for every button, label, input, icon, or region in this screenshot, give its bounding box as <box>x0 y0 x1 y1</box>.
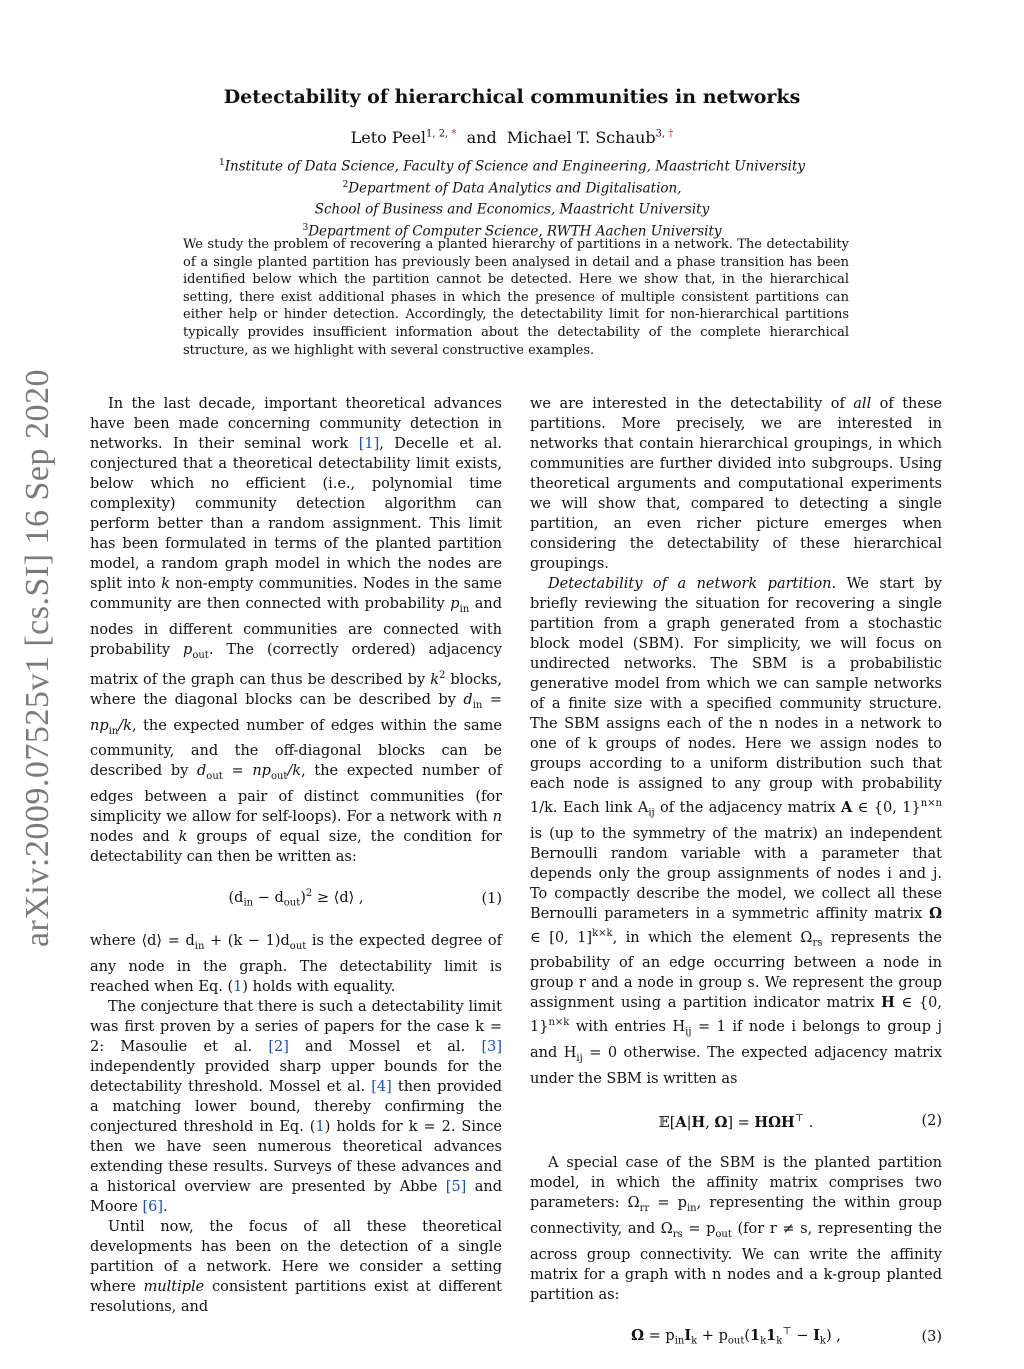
equation-number: (2) <box>921 1113 942 1130</box>
paragraph: where ⟨d⟩ = $d_{in} + (k - 1)d_{out}$ is the expected degree of any node in the graph. The detectability limit is reached when Eq. (1) holds with equality. <box>90 933 502 996</box>
equation-ref-link[interactable]: 1 <box>233 979 243 996</box>
right-column <box>530 394 942 1369</box>
author-name: Leto Peel <box>350 128 426 147</box>
equation-body: 𝔼[A|H, Ω] = HΩH⊤ . <box>658 1113 814 1131</box>
affiliation-line: $^3$Department of Computer Science, RWTH Aachen University <box>302 222 722 239</box>
arxiv-id: arXiv:2009.07525v1 [cs.SI] 16 Sep 2020 <box>19 368 56 948</box>
corresponding-mark: * <box>451 128 457 140</box>
affiliation-line: $^1$Institute of Data Science, Faculty of Science and Engineering, Maastricht University <box>218 158 806 175</box>
citation-link[interactable]: [3] <box>481 1039 502 1056</box>
equation-body: $\Omega = p_{in}I_k + p_{out}(1_k1_k^⊤ - I_k)$ , <box>631 1325 841 1347</box>
equation-body: $(d_{in} - d_{out})^2$ ≥ ⟨d⟩ , <box>228 888 364 910</box>
paragraph: A special case of the SBM is the planted partition model, in which the affinity matrix comprises two parameters: $\Omega_{rr} = p_{in}$, representing the within group connectivity, and $\Omega_{rs} = p_{out}$ (for r ≠ s, representing the across group connectivity. We can write the affinity matrix for a graph with n nodes and a k-group planted partition as: <box>530 1155 942 1303</box>
abstract: We study the problem of recovering a planted hierarchy of partitions in a network. The detectability of a single planted partition has previously been analysed in detail and a phase transition has been identified below which the partition cannot be detected. Here we show that, in the hierarchical setting, there exist additional phases in which the presence of multiple consistent partitions can either help or hinder detection. Accordingly, the detectability limit for non-hierarchical partitions typically provides insufficient information about the detectability of the complete hierarchical structure, as we highlight with several constructive examples. <box>183 237 849 358</box>
affiliation-line: $^2$Department of Data Analytics and Digitalisation, <box>342 179 682 196</box>
equation-number: (3) <box>921 1328 942 1345</box>
left-column <box>90 394 502 1317</box>
section-runin-heading: Detectability of a network partition. <box>548 576 837 592</box>
author-list <box>0 128 1024 147</box>
equation-2 <box>530 1109 942 1133</box>
paragraph: In the last decade, important theoretical advances have been made concerning community detection in networks. In their seminal work [1], Decelle et al. conjectured that a theoretical detectability limit exists, below which no efficient (i.e., polynomial time complexity) community detection algorithm can perform better than a random assignment. This limit has been formulated in terms of the planted partition model, a random graph model in which the nodes are split into k non-empty communities. Nodes in the same community are then connected with probability $p_{in}$ and nodes in different communities are connected with probability $p_{out}$. The (correctly ordered) adjacency matrix of the graph can thus be described by $k^2$ blocks, where the diagonal blocks can be described by $d_{in} = np_{in}/k$, the expected number of edges within the same community, and the off-diagonal blocks can be described by $d_{out} = np_{out}/k$, the expected number of edges between a pair of distinct communities (for simplicity we allow for self-loops). For a network with n nodes and k groups of equal size, the condition for detectability can then be written as: <box>90 396 503 866</box>
paragraph: we are interested in the detectability of all of these partitions. More precisely, we are interested in networks that contain hierarchical groupings, in which communities are further divided into subgroups. Using theoretical arguments and computational experiments we will show that, compared to detecting a single partition, an even richer picture emerges when considering the detectability of these hierarchical groupings. <box>530 396 942 572</box>
corresponding-mark: † <box>668 128 674 140</box>
citation-link[interactable]: [5] <box>445 1179 467 1196</box>
equation-number: (1) <box>481 891 502 908</box>
paragraph: The conjecture that there is such a detectability limit was first proven by a series of papers for the case k = 2: Masoulie et al. [2] and Mossel et al. [3] independently provided sharp upper bounds for the detectability threshold. Mossel et al. [4] then provided a matching lower bound, thereby confirming the conjectured threshold in Eq. (1) holds for k = 2. Since then we have seen numerous theoretical advances extending these results. Surveys of these advances and a historical overview are presented by Abbe [5] and Moore [6]. <box>90 999 503 1216</box>
affiliation-line: School of Business and Economics, Maastricht University <box>314 201 710 218</box>
affiliations <box>0 154 1024 240</box>
citation-link[interactable]: [4] <box>371 1079 392 1096</box>
author-affil-sup: 3, † <box>655 128 674 140</box>
citation-link[interactable]: [6] <box>142 1199 163 1216</box>
equation-3 <box>530 1325 942 1349</box>
author-name: Michael T. Schaub <box>506 128 656 147</box>
equation-1 <box>90 887 502 911</box>
paragraph: Detectability of a network partition. We start by briefly reviewing the situation for recovering a single partition from a graph generated from a stochastic block model (SBM). For simplicity, we will focus on undirected networks. The SBM is a probabilistic generative model from which we can sample networks of a finite size with a specified community structure. The SBM assigns each of the n nodes in a network to one of k groups of nodes. Here we assign nodes to groups according to a uniform distribution such that each node is assigned to any group with probability 1/k. Each link $A_{ij}$ of the adjacency matrix A ∈ {0, 1}$^{n\times n}$ is (up to the symmetry of the matrix) an independent Bernoulli random variable with a parameter that depends only the group assignments of nodes i and j. To compactly describe the model, we collect all these Bernoulli parameters in a symmetric affinity matrix Ω ∈ [0, 1]$^{k\times k}$, in which the element $\Omega_{rs}$ represents the probability of an edge occurring between a node in group r and a node in group s. We represent the group assignment using a partition indicator matrix H ∈ {0, 1}$^{n\times k}$ with entries $H_{ij} = 1$ if node i belongs to group j and $H_{ij} = 0$ otherwise. The expected adjacency matrix under the SBM is written as <box>530 576 943 1088</box>
paragraph: Until now, the focus of all these theoretical developments has been on the detection of a single partition of a network. Here we consider a setting where multiple consistent partitions exist at different resolutions, and <box>90 1219 503 1316</box>
equation-ref-link[interactable]: 1 <box>315 1119 325 1136</box>
citation-link[interactable]: [2] <box>268 1039 289 1056</box>
paper-title: Detectability of hierarchical communities in networks <box>223 86 801 108</box>
author-conjunction: and <box>466 128 497 147</box>
author-affil-sup: 1, 2, * <box>425 128 457 140</box>
citation-link[interactable]: [1] <box>358 436 380 452</box>
